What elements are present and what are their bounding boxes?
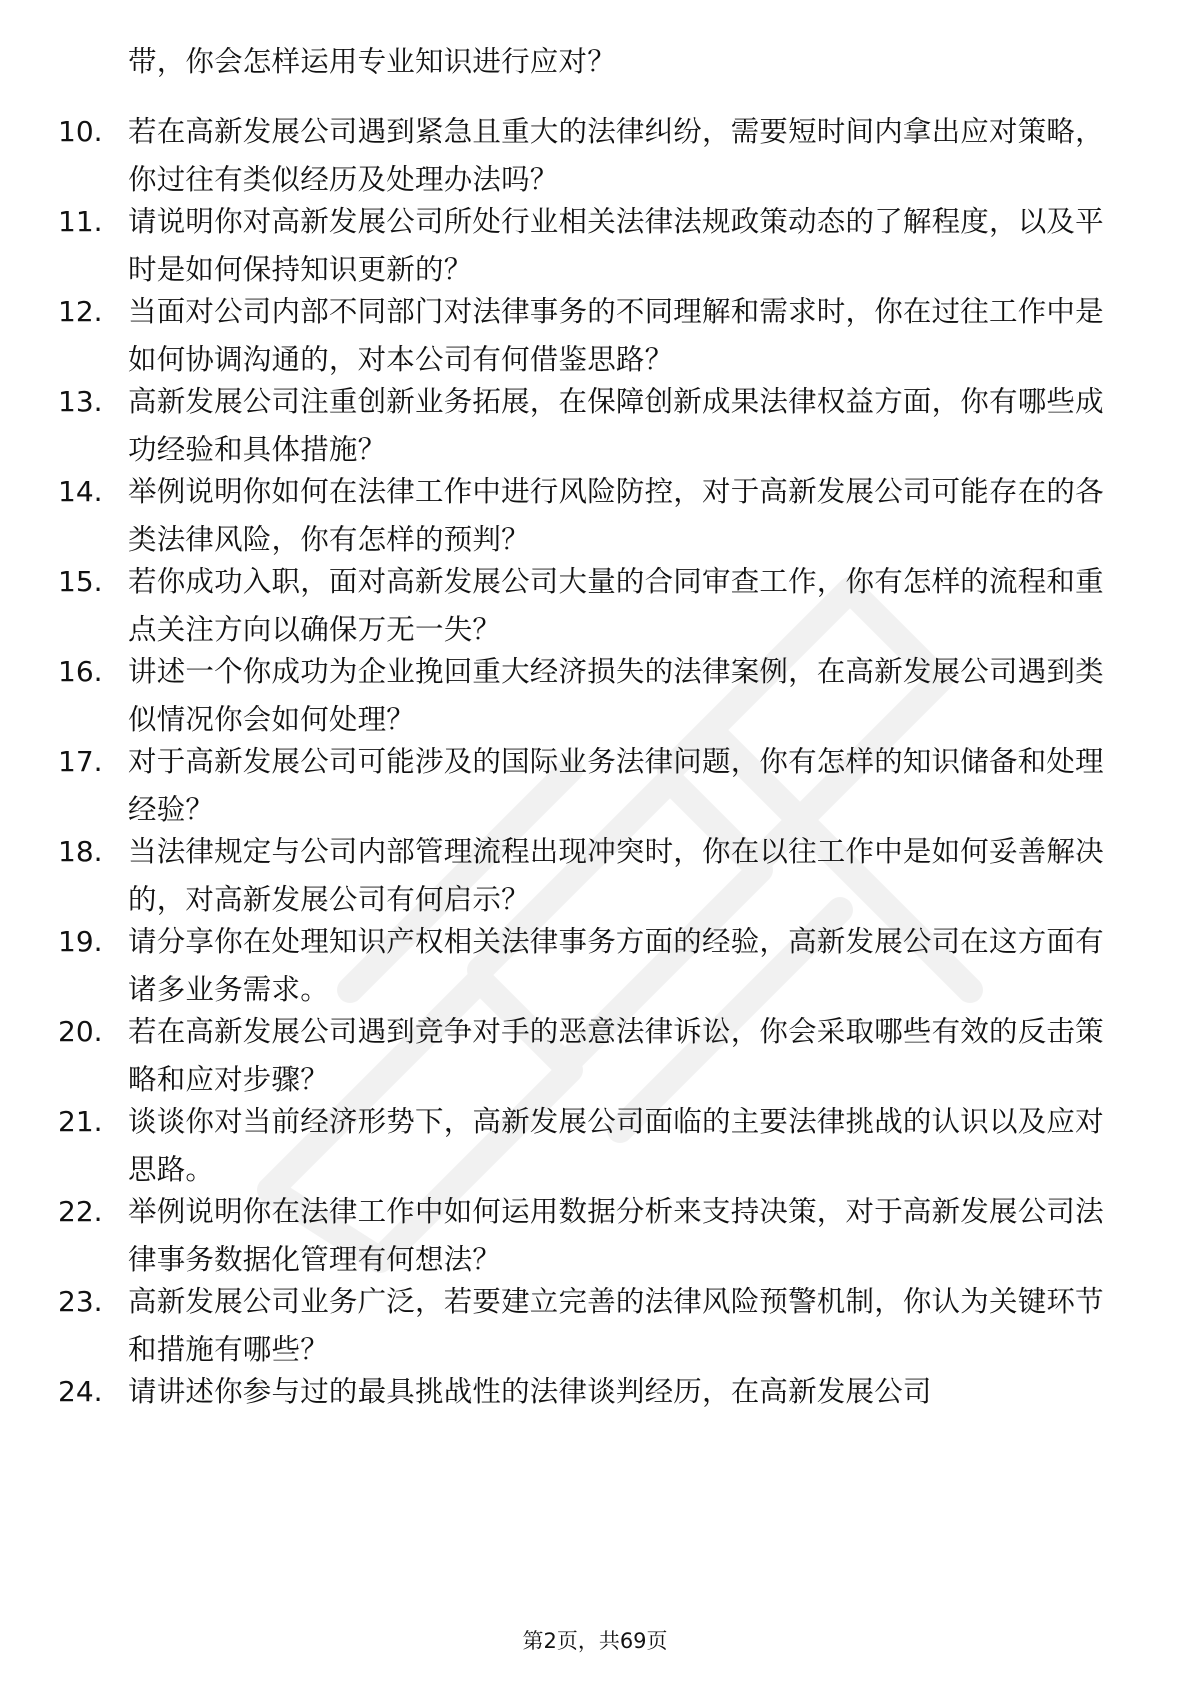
item-number: 15. (58, 565, 103, 598)
item-number: 14. (58, 475, 103, 508)
item-text: 若在高新发展公司遇到紧急且重大的法律纠纷，需要短时间内拿出应对策略，你过往有类似经历及处理办法吗？ (128, 115, 1104, 196)
item-number: 10. (58, 115, 103, 148)
item-number: 22. (58, 1195, 103, 1228)
item-number: 20. (58, 1015, 103, 1048)
item-text: 当面对公司内部不同部门对法律事务的不同理解和需求时，你在过往工作中是如何协调沟通的，对本公司有何借鉴思路？ (128, 295, 1104, 376)
item-number: 24. (58, 1375, 103, 1408)
item-text: 带，你会怎样运用专业知识进行应对？ (128, 45, 616, 78)
item-number: 13. (58, 385, 103, 418)
item-number: 18. (58, 835, 103, 868)
item-text: 讲述一个你成功为企业挽回重大经济损失的法律案例，在高新发展公司遇到类似情况你会如何处理？ (128, 655, 1104, 736)
item-text: 举例说明你在法律工作中如何运用数据分析来支持决策，对于高新发展公司法律事务数据化管理有何想法？ (128, 1195, 1104, 1276)
item-text: 请分享你在处理知识产权相关法律事务方面的经验，高新发展公司在这方面有诸多业务需求。 (128, 925, 1104, 1006)
item-number: 12. (58, 295, 103, 328)
item-number: 11. (58, 205, 103, 238)
item-text: 举例说明你如何在法律工作中进行风险防控，对于高新发展公司可能存在的各类法律风险，你有怎样的预判？ (128, 475, 1104, 556)
item-number: 16. (58, 655, 103, 688)
item-text: 若你成功入职，面对高新发展公司大量的合同审查工作，你有怎样的流程和重点关注方向以确保万无一失？ (128, 565, 1104, 646)
page-footer: 第2页，共69页 (522, 1629, 668, 1653)
item-text: 当法律规定与公司内部管理流程出现冲突时，你在以往工作中是如何妥善解决的，对高新发展公司有何启示？ (128, 835, 1104, 916)
item-number: 23. (58, 1285, 103, 1318)
item-text: 对于高新发展公司可能涉及的国际业务法律问题，你有怎样的知识储备和处理经验？ (128, 745, 1104, 826)
item-text: 高新发展公司业务广泛，若要建立完善的法律风险预警机制，你认为关键环节和措施有哪些？ (128, 1285, 1104, 1366)
item-text: 请说明你对高新发展公司所处行业相关法律法规政策动态的了解程度，以及平时是如何保持知识更新的？ (128, 205, 1104, 286)
item-text: 谈谈你对当前经济形势下，高新发展公司面临的主要法律挑战的认识以及应对思路。 (128, 1105, 1104, 1186)
item-number: 21. (58, 1105, 103, 1138)
item-text: 高新发展公司注重创新业务拓展，在保障创新成果法律权益方面，你有哪些成功经验和具体措施？ (128, 385, 1104, 466)
item-number: 19. (58, 925, 103, 958)
item-text: 若在高新发展公司遇到竞争对手的恶意法律诉讼，你会采取哪些有效的反击策略和应对步骤？ (128, 1015, 1104, 1096)
item-text: 请讲述你参与过的最具挑战性的法律谈判经历，在高新发展公司 (128, 1375, 932, 1408)
item-number: 17. (58, 745, 103, 778)
